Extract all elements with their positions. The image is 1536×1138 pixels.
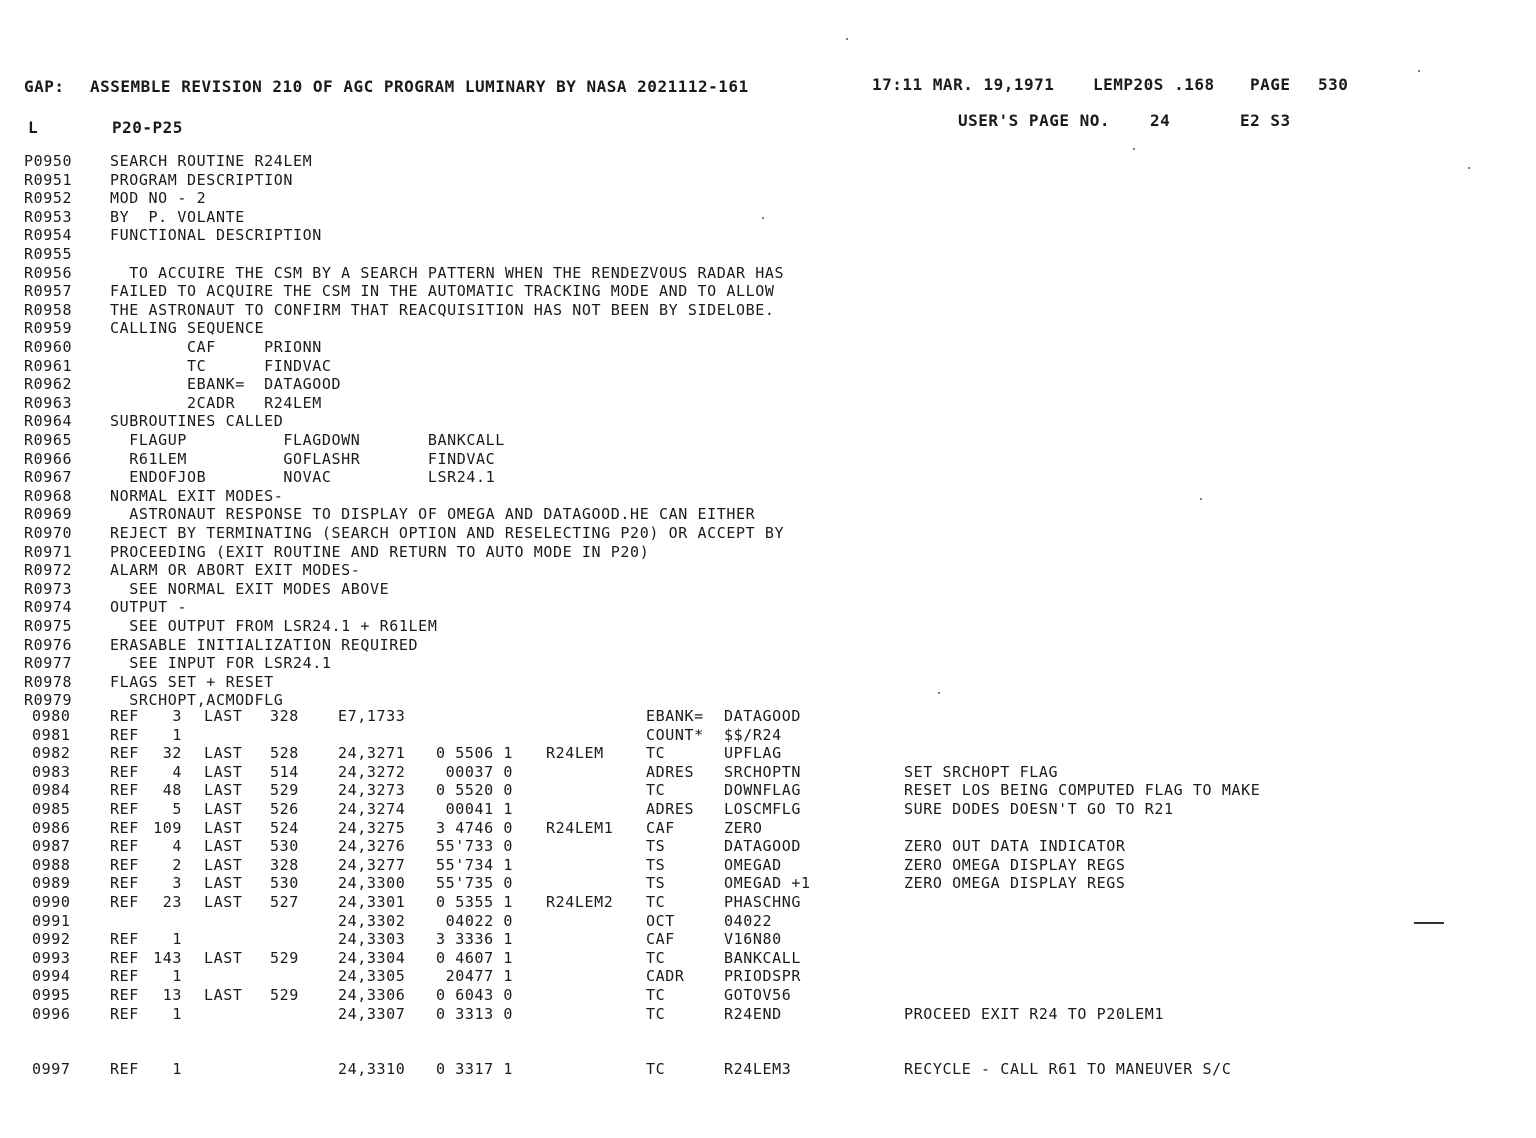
last-keyword: LAST <box>204 707 243 725</box>
comment-text: CAF PRIONN <box>110 338 322 356</box>
code-line <box>0 967 1536 986</box>
octal-word: 0 5506 1 <box>436 744 514 763</box>
comment-text: SEE OUTPUT FROM LSR24.1 + R61LEM <box>110 617 438 635</box>
line-number: 0981 <box>32 725 71 744</box>
line-number: R0959 <box>24 319 73 338</box>
ref-count: 3 <box>172 707 182 725</box>
code-line <box>0 819 1536 838</box>
ref-keyword: REF <box>110 837 139 856</box>
ref-keyword: REF <box>110 1004 139 1023</box>
comment-line <box>0 598 1536 617</box>
line-number: R0977 <box>24 654 73 673</box>
opcode: TS <box>646 855 666 874</box>
opcode: TS <box>646 874 666 893</box>
comment-line <box>0 226 1536 245</box>
operand: GOTOV56 <box>724 986 792 1004</box>
operand: UPFLAG <box>724 744 782 763</box>
opcode: TC <box>646 1004 666 1023</box>
last-keyword: LAST <box>204 800 243 818</box>
line-number: R0975 <box>24 617 73 635</box>
opcode: TC <box>646 948 666 967</box>
comment-text: FUNCTIONAL DESCRIPTION <box>110 226 322 245</box>
line-number: R0973 <box>24 579 73 598</box>
ref-keyword: REF <box>110 707 139 725</box>
ref-count: 109 <box>153 818 182 837</box>
comment-text: CALLING SEQUENCE <box>110 319 265 338</box>
job-name: LEMP20S .168 <box>1093 75 1215 94</box>
octal-word: 3 3336 1 <box>436 930 514 949</box>
symbol-label: R24LEM2 <box>546 893 614 911</box>
operand: DATAGOOD <box>724 707 802 725</box>
bank-address: 24,3305 <box>338 967 406 986</box>
line-number: R0971 <box>24 542 73 561</box>
line-number: 0987 <box>32 837 71 856</box>
ref-keyword: REF <box>110 800 139 818</box>
comment-text: SRCHOPT,ACMODFLG <box>110 691 284 710</box>
comment-line <box>0 189 1536 208</box>
code-line <box>0 707 1536 726</box>
line-number: R0961 <box>24 356 73 375</box>
comment-line <box>0 450 1536 469</box>
comment-text: 2CADR R24LEM <box>110 393 322 412</box>
last-page: 526 <box>270 800 299 818</box>
operand: DATAGOOD <box>724 837 802 856</box>
octal-word: 55'733 0 <box>436 837 514 856</box>
octal-word: 0 4607 1 <box>436 948 514 967</box>
line-number: R0969 <box>24 505 73 524</box>
bank-address: 24,3273 <box>338 781 406 800</box>
operand: OMEGAD +1 <box>724 874 811 893</box>
ref-keyword: REF <box>110 930 139 949</box>
operand: R24END <box>724 1004 782 1023</box>
code-line <box>0 1005 1536 1024</box>
comment-line <box>0 245 1536 264</box>
comment-text: SUBROUTINES CALLED <box>110 412 284 431</box>
ref-count: 4 <box>172 762 182 781</box>
line-number: 0993 <box>32 948 71 967</box>
last-page: 530 <box>270 837 299 856</box>
comment-line <box>0 487 1536 506</box>
symbol-label: R24LEM <box>546 744 604 763</box>
comment-text: EBANK= DATAGOOD <box>110 375 342 394</box>
line-number: R0952 <box>24 189 73 208</box>
code-line <box>0 781 1536 800</box>
ref-keyword: REF <box>110 874 139 893</box>
comment-text: ASTRONAUT RESPONSE TO DISPLAY OF OMEGA AND DATAGOOD.HE CAN EITHER <box>110 505 756 524</box>
line-number: R0958 <box>24 300 73 319</box>
octal-word: 55'734 1 <box>436 855 514 874</box>
ref-count: 143 <box>153 948 182 967</box>
comment-text: ALARM OR ABORT EXIT MODES- <box>110 561 361 580</box>
ref-count: 48 <box>162 781 182 800</box>
bank-address: 24,3310 <box>338 1060 406 1079</box>
ref-keyword: REF <box>110 781 139 800</box>
line-number: R0978 <box>24 672 73 691</box>
code-line <box>0 949 1536 968</box>
code-comment: ZERO OMEGA DISPLAY REGS <box>904 874 1126 893</box>
last-page: 529 <box>270 986 299 1004</box>
bank-address: 24,3271 <box>338 744 406 763</box>
line-number: R0966 <box>24 449 73 468</box>
opcode: TC <box>646 781 666 800</box>
code-comment: SURE DODES DOESN'T GO TO R21 <box>904 800 1174 818</box>
last-page: 528 <box>270 744 299 763</box>
comment-text: SEE INPUT FOR LSR24.1 <box>110 654 332 673</box>
ref-count: 2 <box>172 855 182 874</box>
comment-text: SEARCH ROUTINE R24LEM <box>110 152 313 170</box>
comment-line <box>0 357 1536 376</box>
line-number: R0974 <box>24 598 73 617</box>
line-number: 0995 <box>32 986 71 1004</box>
operand: PHASCHNG <box>724 893 802 911</box>
bank-address: 24,3302 <box>338 911 406 930</box>
ref-count: 5 <box>172 800 182 818</box>
line-number: 0989 <box>32 874 71 893</box>
assembly-datetime: 17:11 MAR. 19,1971 <box>872 75 1055 94</box>
octal-word: 20477 1 <box>436 967 514 986</box>
comment-text: MOD NO - 2 <box>110 189 207 208</box>
operand: ZERO <box>724 818 763 837</box>
opcode: TC <box>646 744 666 763</box>
ref-count: 1 <box>172 1004 182 1023</box>
comment-line <box>0 152 1536 171</box>
last-page: 529 <box>270 781 299 800</box>
ref-count: 23 <box>162 893 182 911</box>
octal-word: 00037 0 <box>436 762 514 781</box>
comment-text: R61LEM GOFLASHR FINDVAC <box>110 449 496 468</box>
line-number: R0968 <box>24 486 73 505</box>
line-number: 0990 <box>32 893 71 911</box>
comment-line <box>0 375 1536 394</box>
bank-address: 24,3300 <box>338 874 406 893</box>
ref-keyword: REF <box>110 725 139 744</box>
comment-line <box>0 412 1536 431</box>
comment-text: ERASABLE INITIALIZATION REQUIRED <box>110 635 419 654</box>
opcode: TC <box>646 986 666 1004</box>
bank-address: 24,3303 <box>338 930 406 949</box>
comment-text: REJECT BY TERMINATING (SEARCH OPTION AND RESELECTING P20) OR ACCEPT BY <box>110 524 785 542</box>
octal-word: 0 3313 0 <box>436 1004 514 1023</box>
ref-keyword: REF <box>110 948 139 967</box>
line-number: R0963 <box>24 393 73 412</box>
operand: PRIODSPR <box>724 967 802 986</box>
octal-word: 04022 0 <box>436 911 514 930</box>
octal-word: 00041 1 <box>436 800 514 818</box>
ref-count: 32 <box>162 744 182 763</box>
comment-line <box>0 654 1536 673</box>
ref-keyword: REF <box>110 1060 139 1079</box>
comment-text: ENDOFJOB NOVAC LSR24.1 <box>110 468 496 487</box>
code-line <box>0 874 1536 893</box>
scan-speck <box>1133 148 1135 150</box>
bank-address: 24,3304 <box>338 948 406 967</box>
last-keyword: LAST <box>204 893 243 911</box>
operand: BANKCALL <box>724 948 802 967</box>
bank-address: 24,3277 <box>338 855 406 874</box>
last-keyword: LAST <box>204 855 243 874</box>
opcode: CADR <box>646 967 685 986</box>
last-page: 328 <box>270 855 299 874</box>
opcode: COUNT* <box>646 725 704 744</box>
comment-text: FLAGS SET + RESET <box>110 672 274 691</box>
code-comment: ZERO OMEGA DISPLAY REGS <box>904 855 1126 874</box>
users-page-number: 24 <box>1150 111 1171 130</box>
operand: $$/R24 <box>724 725 782 744</box>
operand: R24LEM3 <box>724 1060 792 1079</box>
line-number: R0951 <box>24 170 73 189</box>
ref-count: 4 <box>172 837 182 856</box>
line-number: R0955 <box>24 245 73 263</box>
line-number: 0988 <box>32 855 71 874</box>
bank-address: 24,3274 <box>338 800 406 818</box>
scan-speck <box>1418 70 1420 72</box>
ref-count: 1 <box>172 1060 182 1079</box>
line-number: 0985 <box>32 800 71 818</box>
line-number: R0962 <box>24 375 73 394</box>
last-page: 524 <box>270 818 299 837</box>
bank-address: 24,3307 <box>338 1004 406 1023</box>
line-number: R0960 <box>24 338 73 356</box>
code-comment: ZERO OUT DATA INDICATOR <box>904 837 1126 856</box>
comment-line <box>0 282 1536 301</box>
comment-line <box>0 468 1536 487</box>
ref-count: 1 <box>172 967 182 986</box>
opcode: TC <box>646 893 666 911</box>
code-line <box>0 744 1536 763</box>
e2-s3-marker: E2 S3 <box>1240 111 1291 130</box>
last-keyword: LAST <box>204 874 243 893</box>
line-number: R0954 <box>24 226 73 245</box>
last-page: 530 <box>270 874 299 893</box>
ref-keyword: REF <box>110 986 139 1004</box>
octal-word: 0 3317 1 <box>436 1060 514 1079</box>
line-number: 0994 <box>32 967 71 986</box>
last-page: 527 <box>270 893 299 911</box>
ref-keyword: REF <box>110 855 139 874</box>
ref-keyword: REF <box>110 744 139 763</box>
comment-text: THE ASTRONAUT TO CONFIRM THAT REACQUISITION HAS NOT BEEN BY SIDELOBE. <box>110 300 775 319</box>
opcode: EBANK= <box>646 707 704 725</box>
last-keyword: LAST <box>204 781 243 800</box>
line-number: R0972 <box>24 561 73 580</box>
comment-line <box>0 505 1536 524</box>
line-number: R0964 <box>24 412 73 431</box>
code-line <box>0 930 1536 949</box>
line-number: R0965 <box>24 431 73 449</box>
line-number: P0950 <box>24 152 73 170</box>
code-line <box>0 763 1536 782</box>
operand: 04022 <box>724 911 773 930</box>
symbol-label: R24LEM1 <box>546 818 614 837</box>
last-page: 529 <box>270 948 299 967</box>
comment-text: NORMAL EXIT MODES- <box>110 486 284 505</box>
line-number: 0984 <box>32 781 71 800</box>
octal-word: 55'735 0 <box>436 874 514 893</box>
code-comment: PROCEED EXIT R24 TO P20LEM1 <box>904 1004 1165 1023</box>
operand: OMEGAD <box>724 855 782 874</box>
comment-line <box>0 301 1536 320</box>
line-number: 0986 <box>32 818 71 837</box>
scan-speck <box>938 692 940 694</box>
scan-speck <box>1200 498 1202 500</box>
bank-address: 24,3306 <box>338 986 406 1004</box>
ref-count: 1 <box>172 725 182 744</box>
comment-line <box>0 394 1536 413</box>
line-number: 0996 <box>32 1004 71 1023</box>
last-keyword: LAST <box>204 837 243 856</box>
line-number: R0957 <box>24 282 73 301</box>
scan-speck <box>762 217 764 219</box>
comment-line <box>0 264 1536 283</box>
line-number: R0976 <box>24 635 73 654</box>
comment-text: FAILED TO ACQUIRE THE CSM IN THE AUTOMATIC TRACKING MODE AND TO ALLOW <box>110 282 775 301</box>
page-label: PAGE <box>1250 75 1291 94</box>
bank-address: 24,3276 <box>338 837 406 856</box>
scan-speck <box>846 38 848 40</box>
operand: LOSCMFLG <box>724 800 802 818</box>
comment-line <box>0 580 1536 599</box>
comment-line <box>0 543 1536 562</box>
comment-text: BY P. VOLANTE <box>110 207 245 226</box>
opcode: ADRES <box>646 800 695 818</box>
comment-line <box>0 636 1536 655</box>
bank-address: 24,3301 <box>338 893 406 911</box>
comment-text: TC FINDVAC <box>110 356 332 375</box>
code-comment: SET SRCHOPT FLAG <box>904 762 1059 781</box>
comment-text: OUTPUT - <box>110 598 188 617</box>
line-number: R0956 <box>24 263 73 282</box>
code-line <box>0 800 1536 819</box>
last-keyword: LAST <box>204 948 243 967</box>
octal-word: 3 4746 0 <box>436 818 514 837</box>
last-keyword: LAST <box>204 762 243 781</box>
line-number: R0979 <box>24 691 73 710</box>
ref-count: 1 <box>172 930 182 949</box>
opcode: ADRES <box>646 762 695 781</box>
line-number: R0970 <box>24 524 73 542</box>
ref-keyword: REF <box>110 762 139 781</box>
code-line <box>0 912 1536 931</box>
scan-mark <box>1414 922 1444 924</box>
page-number: 530 <box>1318 75 1349 94</box>
bank-address: E7,1733 <box>338 707 406 725</box>
octal-word: 0 5520 0 <box>436 781 514 800</box>
comment-line <box>0 208 1536 227</box>
ref-keyword: REF <box>110 967 139 986</box>
comment-line <box>0 673 1536 692</box>
line-number: 0983 <box>32 762 71 781</box>
ref-count: 3 <box>172 874 182 893</box>
line-number: 0992 <box>32 930 71 949</box>
code-line <box>0 856 1536 875</box>
octal-word: 0 6043 0 <box>436 986 514 1004</box>
comment-line <box>0 338 1536 357</box>
operand: DOWNFLAG <box>724 781 802 800</box>
opcode: TC <box>646 1060 666 1079</box>
line-number: 0980 <box>32 707 71 725</box>
opcode: CAF <box>646 818 675 837</box>
code-comment: RECYCLE - CALL R61 TO MANEUVER S/C <box>904 1060 1232 1079</box>
gap-label: GAP: <box>24 77 65 96</box>
ref-count: 13 <box>162 986 182 1004</box>
comment-line <box>0 561 1536 580</box>
last-keyword: LAST <box>204 818 243 837</box>
code-line <box>0 837 1536 856</box>
comment-text: PROGRAM DESCRIPTION <box>110 170 293 189</box>
bank-address: 24,3275 <box>338 818 406 837</box>
code-line <box>0 986 1536 1005</box>
opcode: TS <box>646 837 666 856</box>
ref-keyword: REF <box>110 893 139 911</box>
line-number: R0953 <box>24 207 73 226</box>
comment-text: SEE NORMAL EXIT MODES ABOVE <box>110 579 390 598</box>
opcode: CAF <box>646 930 675 949</box>
comment-line <box>0 617 1536 636</box>
operand: V16N80 <box>724 930 782 949</box>
last-keyword: LAST <box>204 744 243 763</box>
comment-line <box>0 319 1536 338</box>
octal-word: 0 5355 1 <box>436 893 514 911</box>
last-page: 514 <box>270 762 299 781</box>
code-line <box>0 893 1536 912</box>
line-number: 0982 <box>32 744 71 763</box>
line-number: 0991 <box>32 911 71 930</box>
last-page: 328 <box>270 707 299 725</box>
listing-type-label: L <box>28 118 39 137</box>
comment-line <box>0 431 1536 450</box>
code-line <box>0 1060 1536 1079</box>
code-line <box>0 726 1536 745</box>
scan-speck <box>1468 167 1470 169</box>
section-name: P20-P25 <box>112 118 183 137</box>
bank-address: 24,3272 <box>338 762 406 781</box>
last-keyword: LAST <box>204 986 243 1004</box>
code-comment: RESET LOS BEING COMPUTED FLAG TO MAKE <box>904 781 1261 800</box>
line-number: R0967 <box>24 468 73 487</box>
comment-line <box>0 524 1536 543</box>
comment-text: TO ACCUIRE THE CSM BY A SEARCH PATTERN WHEN THE RENDEZVOUS RADAR HAS <box>110 263 785 282</box>
comment-line <box>0 171 1536 190</box>
ref-keyword: REF <box>110 818 139 837</box>
assembly-title: ASSEMBLE REVISION 210 OF AGC PROGRAM LUMINARY BY NASA 2021112-161 <box>90 77 749 96</box>
line-number: 0997 <box>32 1060 71 1079</box>
opcode: OCT <box>646 911 675 930</box>
comment-text: FLAGUP FLAGDOWN BANKCALL <box>110 431 505 449</box>
users-page-label: USER'S PAGE NO. <box>958 111 1110 130</box>
comment-text: PROCEEDING (EXIT ROUTINE AND RETURN TO AUTO MODE IN P20) <box>110 542 650 561</box>
operand: SRCHOPTN <box>724 762 802 781</box>
